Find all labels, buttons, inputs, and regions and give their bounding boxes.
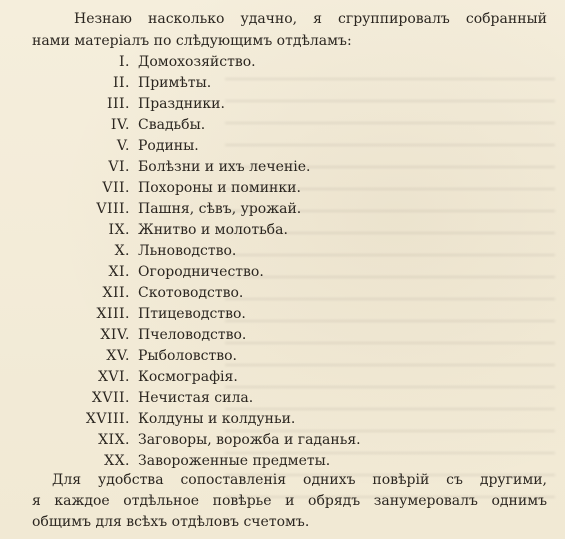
section-item xyxy=(70,157,470,178)
section-number: XVII. xyxy=(91,390,130,406)
closing-line: общимъ для всѣхъ отдѣловъ счетомъ. xyxy=(32,514,310,530)
section-item xyxy=(70,346,470,367)
section-title: Завороженные предметы. xyxy=(138,453,331,469)
section-title: Пашня, сѣвъ, урожай. xyxy=(138,201,302,217)
section-title: Льноводство. xyxy=(138,243,237,259)
intro-paragraph xyxy=(32,8,547,52)
section-item xyxy=(70,451,470,472)
section-number: XV. xyxy=(106,348,130,364)
section-title: Рыболовство. xyxy=(138,348,237,364)
section-title: Пчеловодство. xyxy=(138,327,247,343)
section-item xyxy=(70,304,470,325)
section-item xyxy=(70,283,470,304)
section-item xyxy=(70,220,470,241)
section-item xyxy=(70,241,470,262)
closing-line: Для удобства сопоставленія однихъ повѣрій съ другими, xyxy=(52,472,547,488)
section-number: XVI. xyxy=(97,369,130,385)
section-number: II. xyxy=(112,75,130,91)
section-item xyxy=(70,94,470,115)
section-title: Болѣзни и ихъ леченіе. xyxy=(138,159,311,175)
section-number: XIX. xyxy=(98,432,130,448)
intro-line: нами матеріалъ по слѣдующимъ отдѣламъ: xyxy=(32,33,352,49)
section-title: Домохозяйство. xyxy=(138,54,256,70)
section-title: Нечистая сила. xyxy=(138,390,254,406)
section-title: Космографія. xyxy=(138,369,238,385)
section-number: VII. xyxy=(102,180,130,196)
section-number: IX. xyxy=(108,222,130,238)
section-item xyxy=(70,430,470,451)
section-title: Огородничество. xyxy=(138,264,264,280)
section-title: Свадьбы. xyxy=(138,117,206,133)
section-number: XX. xyxy=(104,453,130,469)
section-title: Заговоры, ворожба и гаданья. xyxy=(138,432,361,448)
section-title: Примѣты. xyxy=(138,75,212,91)
section-title: Родины. xyxy=(138,138,199,154)
section-number: VIII. xyxy=(96,201,130,217)
section-title: Похороны и поминки. xyxy=(138,180,301,196)
closing-paragraph xyxy=(32,470,547,533)
section-title: Праздники. xyxy=(138,96,225,112)
section-number: X. xyxy=(114,243,130,259)
section-number: XVIII. xyxy=(85,411,130,427)
section-item xyxy=(70,409,470,430)
section-list xyxy=(70,52,470,472)
section-title: Скотоводство. xyxy=(138,285,244,301)
section-item xyxy=(70,178,470,199)
section-number: V. xyxy=(116,138,130,154)
section-item xyxy=(70,388,470,409)
section-item xyxy=(70,325,470,346)
section-title: Жнитво и молотьба. xyxy=(138,222,288,238)
section-item xyxy=(70,52,470,73)
section-item xyxy=(70,115,470,136)
section-number: XIII. xyxy=(96,306,130,322)
section-number: XIV. xyxy=(100,327,130,343)
intro-line: Незнаю насколько удачно, я сгруппировалъ собранный xyxy=(74,11,547,27)
section-number: VI. xyxy=(108,159,130,175)
section-item xyxy=(70,136,470,157)
section-number: IV. xyxy=(110,117,130,133)
section-title: Колдуны и колдуньи. xyxy=(138,411,296,427)
section-number: XI. xyxy=(108,264,130,280)
section-number: I. xyxy=(119,54,130,70)
section-item xyxy=(70,199,470,220)
closing-line: я каждое отдѣльное повѣрье и обрядъ занумеровалъ однимъ xyxy=(32,493,547,509)
section-title: Птицеводство. xyxy=(138,306,246,322)
section-number: III. xyxy=(106,96,130,112)
section-item xyxy=(70,262,470,283)
section-item xyxy=(70,73,470,94)
section-item xyxy=(70,367,470,388)
section-number: XII. xyxy=(102,285,130,301)
